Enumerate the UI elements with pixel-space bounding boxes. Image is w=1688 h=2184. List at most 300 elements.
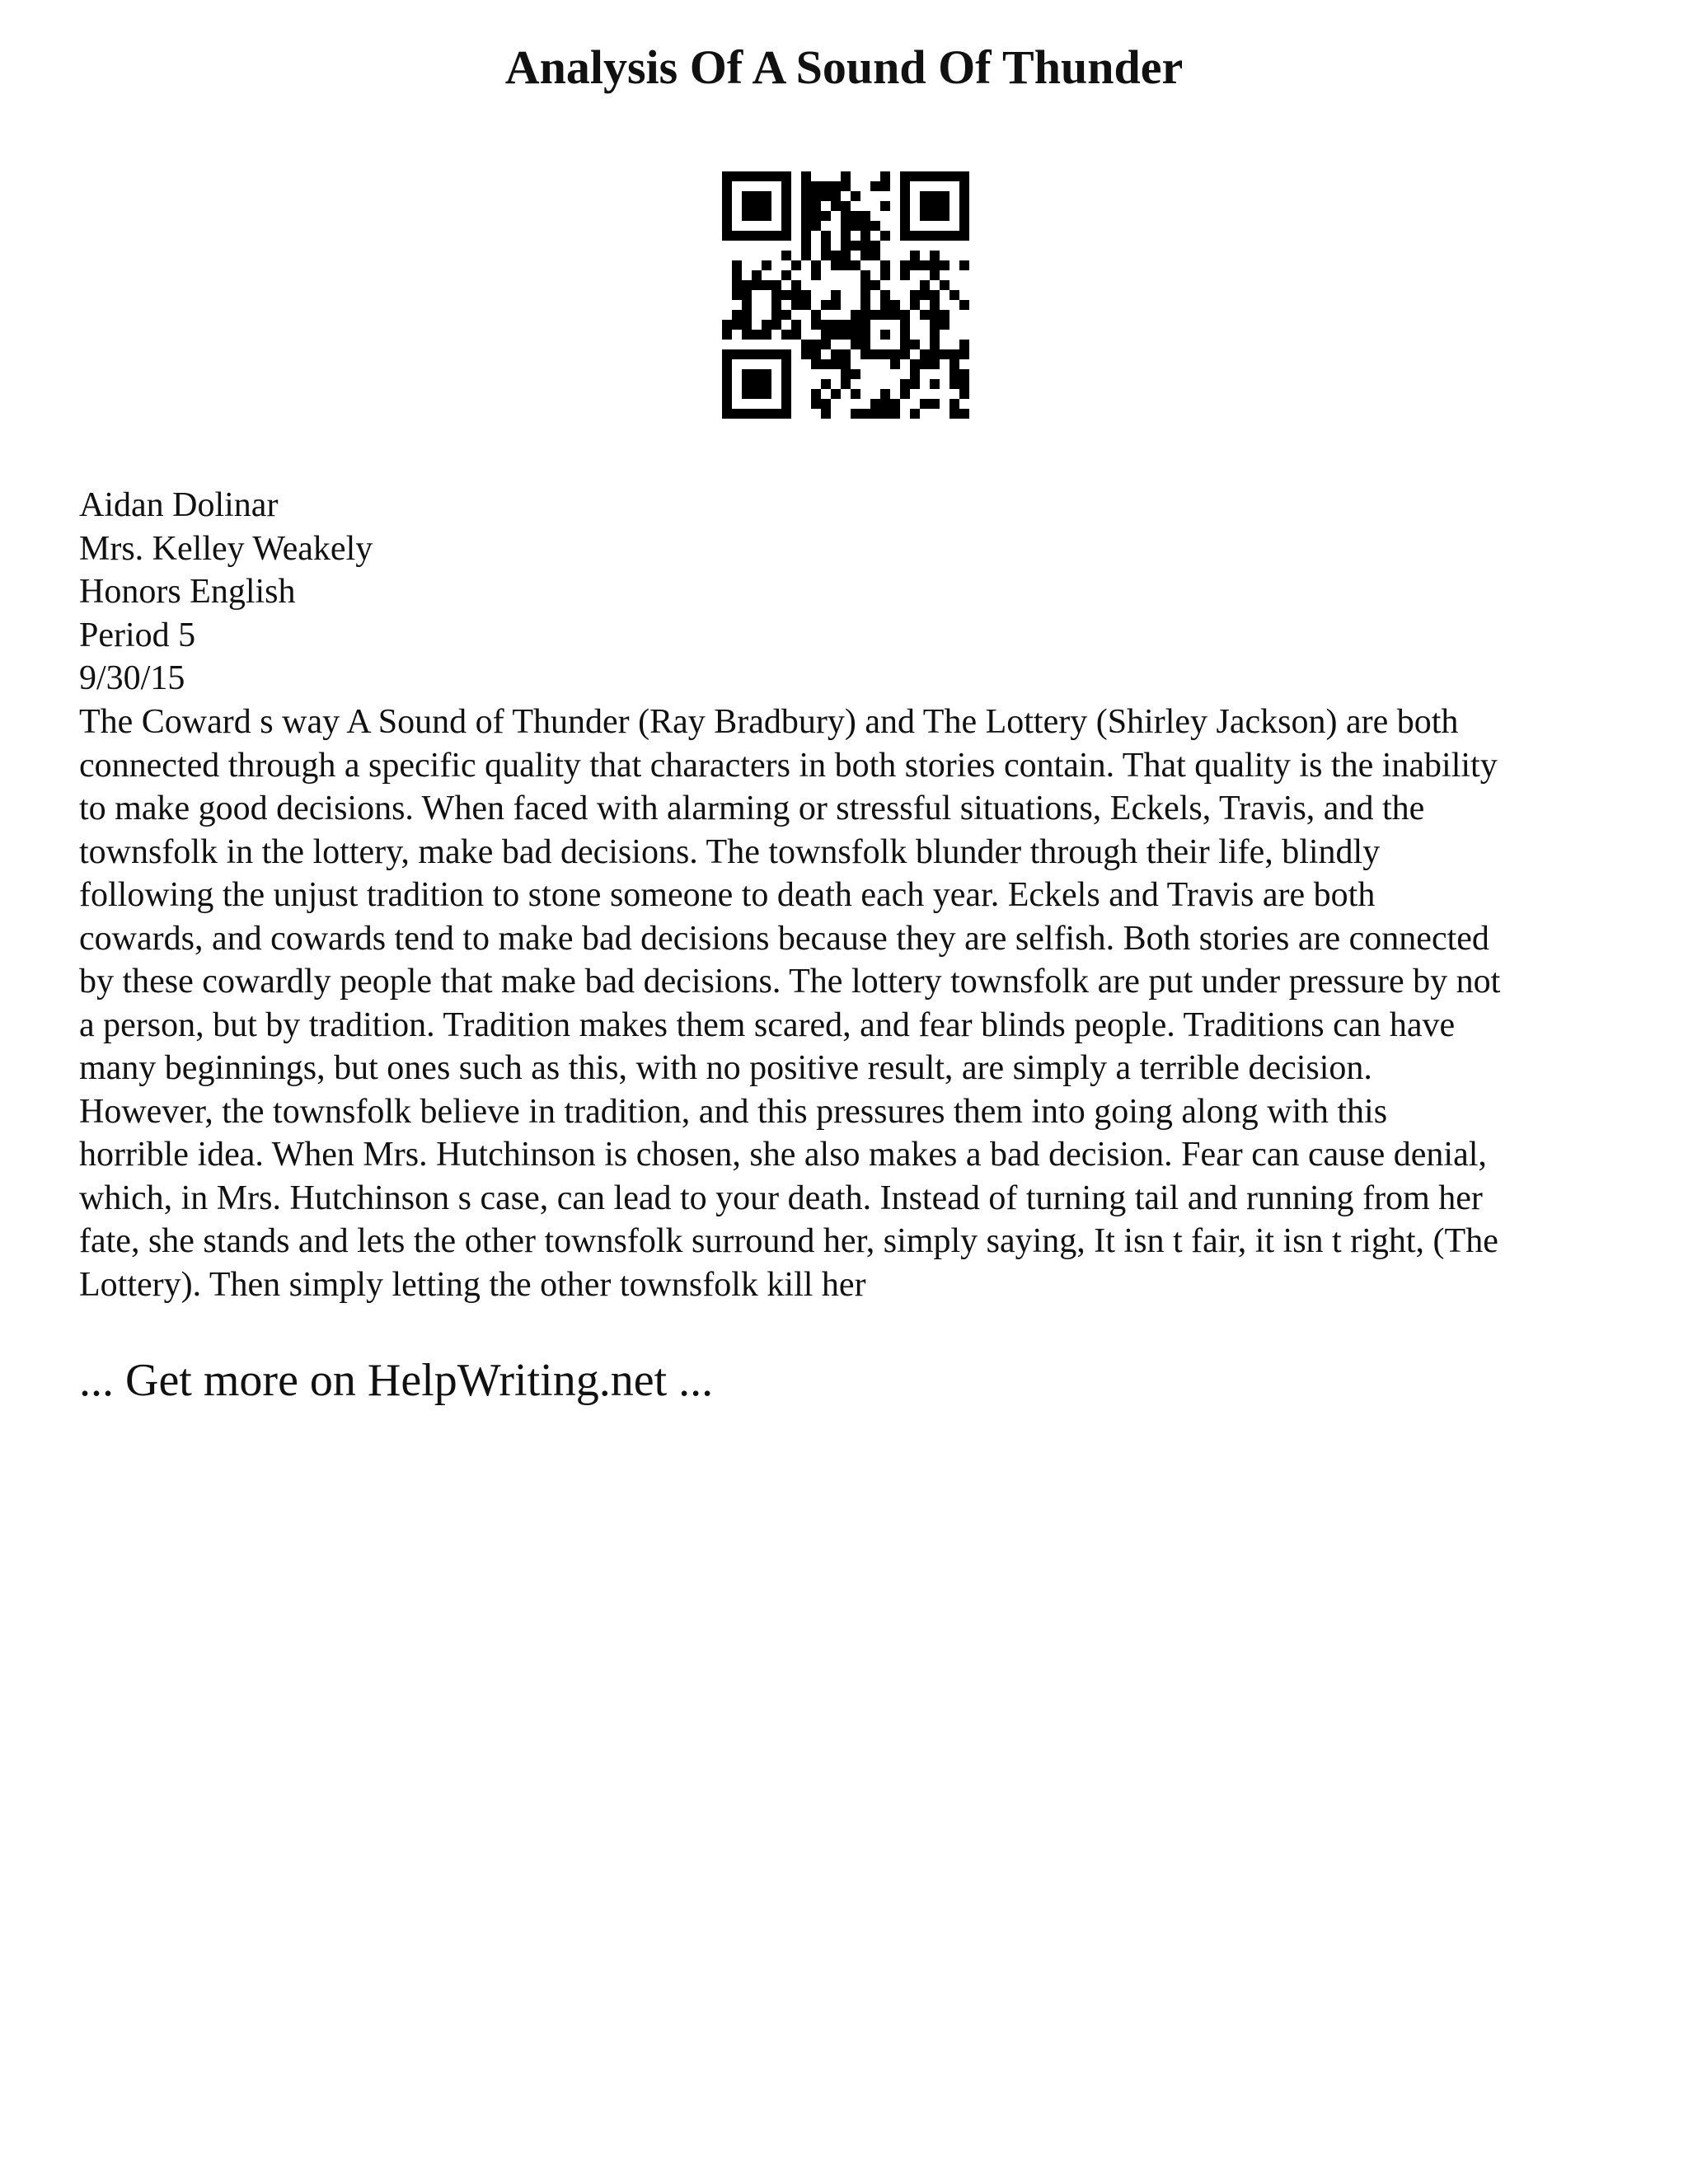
qr-module [890,399,900,409]
qr-module [762,369,771,379]
qr-module [811,211,821,221]
qr-module [930,359,940,369]
qr-module [920,290,930,300]
qr-module [900,260,910,270]
qr-module [851,211,860,221]
qr-module [940,231,950,241]
qr-module [781,409,791,419]
essay-date: 9/30/15 [79,659,185,697]
qr-module [930,379,940,389]
qr-module [940,280,950,290]
qr-module [930,251,940,260]
qr-module [880,399,890,409]
qr-module [811,359,821,369]
qr-module [950,379,959,389]
qr-module [880,260,890,270]
qr-module [801,231,811,241]
qr-module [841,181,851,191]
qr-module [811,399,821,409]
qr-module [870,349,880,359]
qr-module [841,221,851,231]
qr-module [811,310,821,320]
qr-module [752,330,762,340]
qr-module [801,221,811,231]
qr-module [831,191,841,201]
qr-module [950,409,959,419]
qr-module [930,260,940,270]
qr-module [900,201,910,211]
qr-module [851,310,860,320]
qr-module [801,241,811,251]
qr-module [841,369,851,379]
body-line: horrible idea. When Mrs. Hutchinson is chosen, she also makes a bad decision. Fear can cause denial, [79,1136,1487,1174]
qr-module [781,251,791,260]
qr-module [752,231,762,241]
qr-module [900,389,910,399]
qr-module [900,310,910,320]
body-line: following the unjust tradition to stone someone to death each year. Eckels and Travis are both [79,876,1376,914]
qr-module [870,181,880,191]
qr-module [722,349,732,359]
qr-module [811,201,821,211]
qr-module [860,310,870,320]
qr-module [811,340,821,349]
qr-module [722,359,732,369]
qr-module [851,260,860,270]
qr-module [851,330,860,340]
qr-module [950,231,959,241]
class-period: Period 5 [79,616,196,654]
qr-module [781,171,791,181]
qr-module [959,171,969,181]
qr-module [811,181,821,191]
qr-module [801,290,811,300]
qr-module [781,290,791,300]
qr-module [870,310,880,320]
qr-module [920,231,930,241]
qr-module [870,221,880,231]
qr-module [841,201,851,211]
qr-module [742,389,752,399]
qr-module [920,260,930,270]
qr-module [959,379,969,389]
author-name: Aidan Dolinar [79,486,279,524]
qr-module [752,270,762,280]
qr-module [870,399,880,409]
qr-module [910,409,920,419]
qr-module [930,171,940,181]
qr-module [959,211,969,221]
qr-module [801,211,811,221]
qr-module [851,409,860,419]
qr-module [890,359,900,369]
qr-module [940,201,950,211]
qr-module [959,389,969,399]
body-line: many beginnings, but ones such as this, with no positive result, are simply a terrible decision. [79,1049,1372,1087]
qr-module [811,260,821,270]
qr-module [722,399,732,409]
qr-module [722,201,732,211]
document-title: Analysis Of A Sound Of Thunder [504,40,1184,94]
qr-module [959,340,969,349]
qr-module [860,320,870,330]
qr-module [870,251,880,260]
qr-module [841,359,851,369]
qr-module [831,251,841,260]
author-header [79,484,1629,701]
qr-module [762,260,771,270]
qr-module [771,409,781,419]
qr-module [742,191,752,201]
qr-module [752,171,762,181]
qr-module [920,399,930,409]
body-line: which, in Mrs. Hutchinson s case, can lead to your death. Instead of turning tail and running from her [79,1179,1483,1217]
qr-module [860,409,870,419]
qr-module [831,389,841,399]
qr-module [811,320,821,330]
qr-module [752,201,762,211]
qr-module [900,330,910,340]
qr-module [930,320,940,330]
qr-module [841,349,851,359]
qr-module [781,270,791,280]
qr-module [860,241,870,251]
qr-module [752,379,762,389]
qr-module [841,320,851,330]
qr-module [762,211,771,221]
qr-module [752,191,762,201]
qr-module [791,260,801,270]
qr-module [880,201,890,211]
qr-module [910,369,920,379]
qr-module [771,349,781,359]
qr-module [821,320,831,330]
qr-module [791,320,801,330]
qr-module [940,310,950,320]
qr-module [742,349,752,359]
qr-module [940,211,950,221]
qr-module [742,231,752,241]
qr-module [791,330,801,340]
qr-module [762,231,771,241]
qr-module [821,300,831,310]
qr-module [920,201,930,211]
qr-module [771,290,781,300]
qr-module [860,221,870,231]
qr-module [771,300,781,310]
qr-code[interactable] [722,171,969,419]
qr-module [959,231,969,241]
qr-module [910,379,920,389]
qr-module [940,171,950,181]
qr-module [732,310,742,320]
qr-module [801,349,811,359]
qr-module [880,389,890,399]
qr-module [831,290,841,300]
qr-module [841,251,851,260]
qr-module [860,211,870,221]
qr-module [771,280,781,290]
qr-module [742,300,752,310]
qr-module [732,349,742,359]
qr-module [841,379,851,389]
qr-module [742,379,752,389]
qr-module [841,260,851,270]
qr-module [880,409,890,419]
qr-module [950,359,959,369]
qr-module [771,310,781,320]
qr-module [860,330,870,340]
qr-module [732,409,742,419]
qr-module [742,330,752,340]
qr-module [851,221,860,231]
qr-module [722,191,732,201]
qr-module [791,290,801,300]
qr-module [732,290,742,300]
qr-module [851,389,860,399]
qr-module [801,251,811,260]
qr-module [880,290,890,300]
qr-module [801,340,811,349]
qr-module [831,300,841,310]
qr-module [771,320,781,330]
qr-module [722,211,732,221]
qr-module [722,389,732,399]
body-line: to make good decisions. When faced with alarming or stressful situations, Eckels, Travis, and the [79,790,1425,827]
qr-module [781,181,791,191]
qr-module [959,369,969,379]
qr-module [732,231,742,241]
qr-module [771,171,781,181]
qr-module [920,280,930,290]
qr-module [732,280,742,290]
qr-module [930,349,940,359]
qr-module [762,379,771,389]
qr-module [791,300,801,310]
qr-module [811,349,821,359]
qr-module [752,349,762,359]
body-line: fate, she stands and lets the other townsfolk surround her, simply saying, It isn t fair, it isn t right, (The [79,1222,1498,1260]
qr-module [781,369,791,379]
qr-module [880,181,890,191]
qr-module [722,330,732,340]
qr-module [821,330,831,340]
qr-module [821,251,831,260]
qr-module [870,409,880,419]
qr-module [831,359,841,369]
qr-module [870,241,880,251]
qr-module [762,191,771,201]
qr-module [900,191,910,201]
qr-module [771,231,781,241]
qr-module [890,349,900,359]
qr-module [762,409,771,419]
qr-module [910,231,920,241]
qr-module [930,290,940,300]
qr-module [920,191,930,201]
qr-module [910,300,920,310]
qr-module [811,270,821,280]
qr-module [762,320,771,330]
qr-module [900,379,910,389]
qr-module [880,310,890,320]
qr-module [880,171,890,181]
qr-module [910,290,920,300]
qr-module [831,260,841,270]
qr-module [930,330,940,340]
body-line: connected through a specific quality that characters in both stories contain. That quality is the inability [79,746,1498,785]
qr-module [781,399,791,409]
qr-module [841,171,851,181]
qr-module [841,330,851,340]
qr-module [742,171,752,181]
qr-module [930,270,940,280]
qr-module [920,211,930,221]
qr-module [959,349,969,359]
qr-module [910,340,920,349]
qr-module [831,201,841,211]
body-line: a person, but by tradition. Tradition makes them scared, and fear blinds people. Traditions can have [79,1005,1456,1044]
qr-module [920,310,930,320]
qr-module [890,300,900,310]
qr-module [950,369,959,379]
qr-module [930,399,940,409]
qr-module [811,191,821,201]
qr-module [762,349,771,359]
teacher-name: Mrs. Kelley Weakely [79,529,373,568]
qr-module [762,330,771,340]
qr-module [870,280,880,290]
qr-module [821,181,831,191]
qr-module [762,201,771,211]
qr-module [762,389,771,399]
qr-module [752,369,762,379]
qr-module [781,201,791,211]
course-name: Honors English [79,573,296,611]
qr-module [742,280,752,290]
qr-module [742,369,752,379]
qr-module [762,171,771,181]
qr-module [900,221,910,231]
qr-module [781,379,791,389]
qr-module [781,359,791,369]
qr-module [959,300,969,310]
qr-module [831,330,841,340]
body-line: Lottery). Then simply letting the other townsfolk kill her [79,1265,866,1304]
qr-module [920,359,930,369]
qr-module [880,349,890,359]
qr-module [950,290,959,300]
qr-module [930,310,940,320]
qr-module [821,399,831,409]
qr-module [821,231,831,241]
qr-module [801,191,811,201]
qr-module [831,181,841,191]
qr-module [900,340,910,349]
qr-module [930,201,940,211]
qr-module [722,320,732,330]
qr-module [781,231,791,241]
qr-module [831,349,841,359]
qr-module [722,181,732,191]
body-line: The Coward s way A Sound of Thunder (Ray Bradbury) and The Lottery (Shirley Jackson) are both [79,703,1459,741]
qr-module [860,300,870,310]
qr-module [851,369,860,379]
qr-module [930,231,940,241]
qr-module [781,349,791,359]
body-line: townsfolk in the lottery, make bad decisions. The townsfolk blunder through their life, blindly [79,832,1381,871]
qr-module [880,270,890,280]
qr-module [940,349,950,359]
qr-module [880,300,890,310]
qr-module [920,349,930,359]
get-more-link[interactable]: ... Get more on HelpWriting.net ... [79,1355,714,1406]
body-line: cowards, and cowards tend to make bad decisions because they are selfish. Both stories are connected [79,919,1489,958]
qr-module [959,181,969,191]
qr-module [742,310,752,320]
qr-module [801,181,811,191]
qr-module [940,260,950,270]
qr-module [821,241,831,251]
qr-module [930,300,940,310]
body-line: by these cowardly people that make bad decisions. The lottery townsfolk are put under pressure by not [79,963,1501,1001]
qr-module [950,171,959,181]
qr-module [821,191,831,201]
qr-module [841,211,851,221]
qr-module [742,320,752,330]
qr-module [811,389,821,399]
qr-module [801,300,811,310]
qr-module [910,260,920,270]
qr-module [930,211,940,221]
qr-module [851,340,860,349]
qr-module [821,340,831,349]
qr-module [900,181,910,191]
qr-module [930,340,940,349]
qr-module [880,231,890,241]
qr-module [880,330,890,340]
qr-module [920,171,930,181]
qr-module [821,211,831,221]
qr-module [781,330,791,340]
qr-module [910,171,920,181]
qr-module [910,251,920,260]
qr-module [742,201,752,211]
body-line: However, the townsfolk believe in tradition, and this pressures them into going along with this [79,1092,1388,1131]
qr-module [950,349,959,359]
qr-module [831,320,841,330]
qr-module [722,409,732,419]
qr-module [930,191,940,201]
qr-module [732,171,742,181]
qr-module [781,389,791,399]
qr-module [851,191,860,201]
qr-module [959,221,969,231]
qr-module [781,191,791,201]
qr-module [900,211,910,221]
qr-module [762,280,771,290]
qr-module [821,379,831,389]
qr-module [821,409,831,419]
qr-module [752,389,762,399]
qr-module [940,320,950,330]
qr-module [940,191,950,201]
qr-module [722,231,732,241]
qr-module [742,409,752,419]
qr-module [860,290,870,300]
qr-module [732,270,742,280]
qr-module [959,201,969,211]
